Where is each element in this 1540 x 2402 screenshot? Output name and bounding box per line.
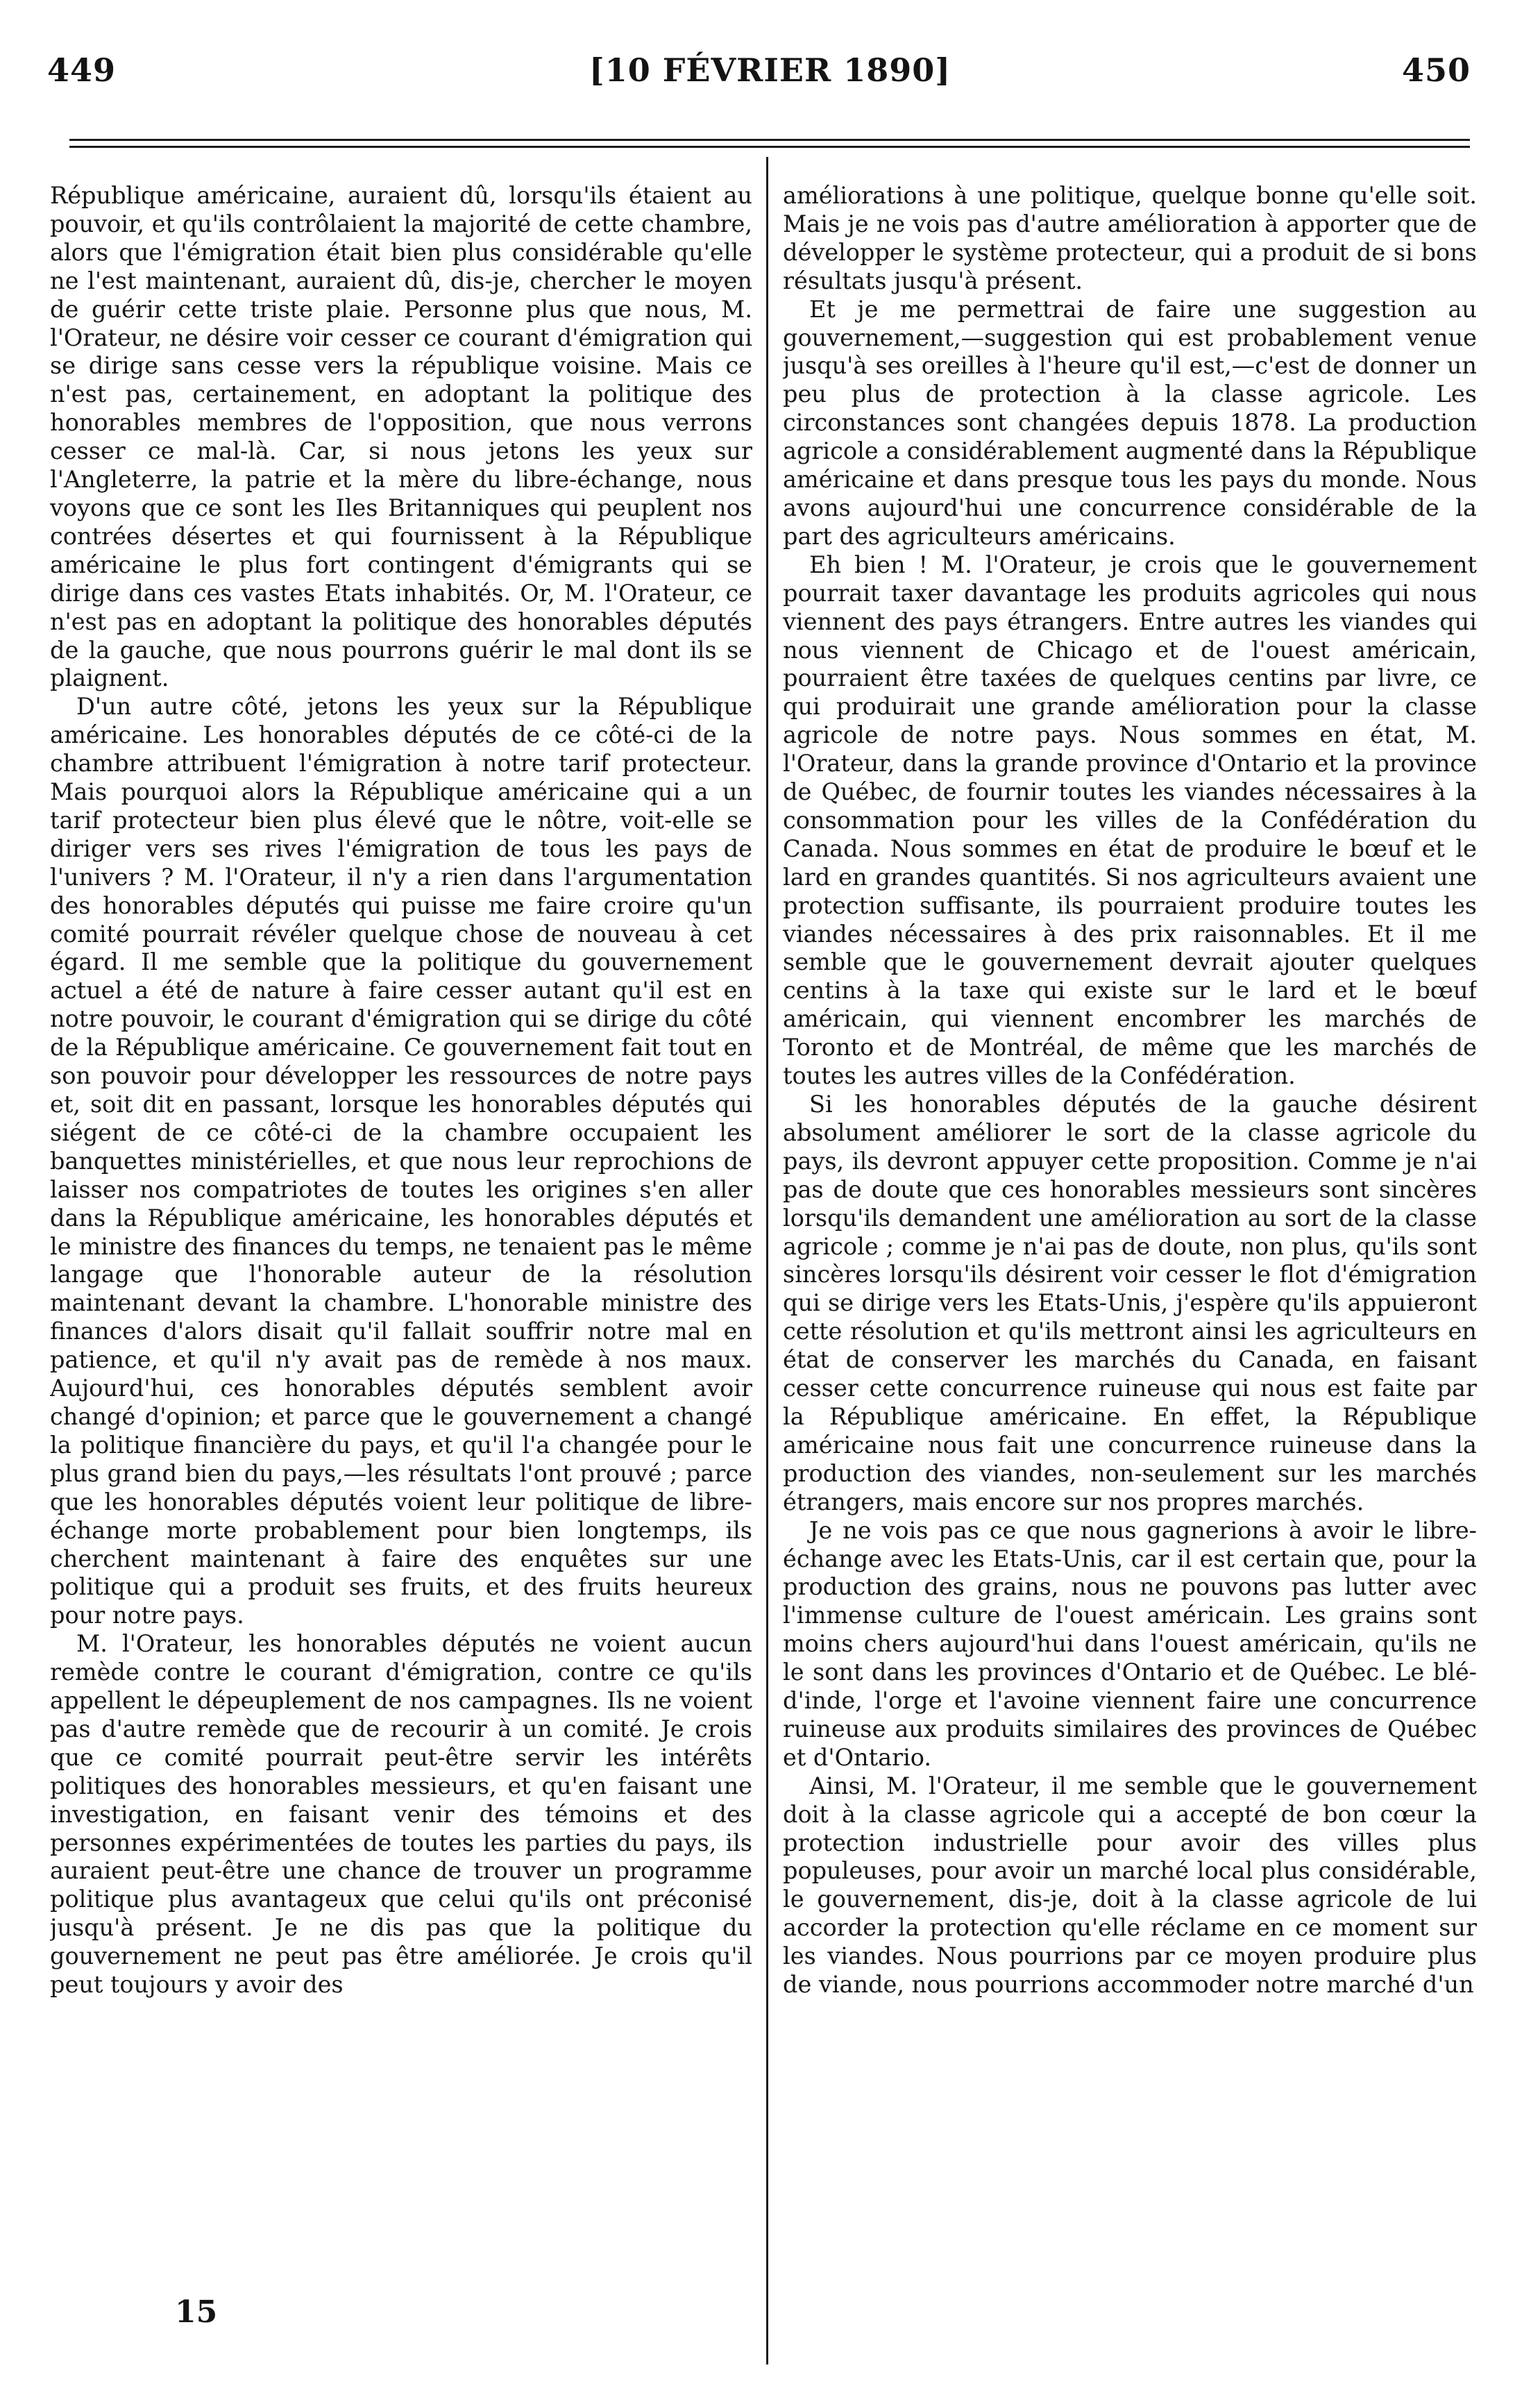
left-paragraph: M. l'Orateur, les honorables députés ne voient aucun remède contre le courant d'émigration, contre ce qu'ils appellent le dépeuplement de nos campagnes. Ils ne voient pas d'autre remède que de recourir à un comité. Je crois que ce comité pourrait peut-être servir les intérêts politiques des honorables messieurs, et qu'en faisant une investigation, en faisant venir des témoins et des personnes expérimentées de toutes les parties du pays, ils auraient peut-être une chance de trouver un programme politique plus avantageux que celui qu'ils ont préconisé jusqu'à présent. Je ne dis pas que la politique du gouvernement ne peut pas être améliorée. Je crois qu'il peut toujours y avoir des xyxy=(50,1630,752,1999)
column-divider xyxy=(766,157,768,2365)
left-column xyxy=(50,182,752,2278)
left-paragraph: République américaine, auraient dû, lorsqu'ils étaient au pouvoir, et qu'ils contrôlaient la majorité de cette chambre, alors que l'émigration était bien plus considérable qu'elle ne l'est maintenant, auraient dû, dis-je, chercher le moyen de guérir cette triste plaie. Personne plus que nous, M. l'Orateur, ne désire voir cesser ce courant d'émigration qui se dirige sans cesse vers la république voisine. Mais ce n'est pas, certainement, en adoptant la politique des honorables membres de l'opposition, que nous verrons cesser ce mal-là. Car, si nous jetons les yeux sur l'Angleterre, la patrie et la mère du libre-échange, nous voyons que ce sont les Iles Britanniques qui peuplent nos contrées désertes et qui fournissent à la République américaine le plus fort contingent d'émigrants qui se dirige dans ces vastes Etats inhabités. Or, M. l'Orateur, ce n'est pas en adoptant la politique des honorables députés de la gauche, que nous pourrons guérir le mal dont ils se plaignent. xyxy=(50,182,752,692)
right-paragraph: Et je me permettrai de faire une suggestion au gouvernement,—suggestion qui est probablement venue jusqu'à ses oreilles à l'heure qu'il est,—c'est de donner un peu plus de protection à la classe agricole. Les circonstances sont changées depuis 1878. La production agricole a considérablement augmenté dans la République américaine et dans presque tous les pays du monde. Nous avons aujourd'hui une concurrence considérable de la part des agriculteurs américains. xyxy=(783,295,1477,550)
date-header: [10 FÉVRIER 1890] xyxy=(589,51,951,89)
right-paragraph: Si les honorables députés de la gauche désirent absolument améliorer le sort de la classe agricole du pays, ils devront appuyer cette proposition. Comme je n'ai pas de doute que ces honorables messieurs sont sincères lorsqu'ils demandent une amélioration au sort de la classe agricole ; comme je n'ai pas de doute, non plus, qu'ils sont sincères lorsqu'ils désirent voir cesser le flot d'émigration qui se dirige vers les Etats-Unis, j'espère qu'ils appuieront cette résolution et qu'ils mettront ainsi les agriculteurs en état de conserver les marchés du Canada, en faisant cesser cette concurrence ruineuse qui nous est faite par la République américaine. En effet, la République américaine nous fait une concurrence ruineuse dans la production des viandes, non-seulement sur les marchés étrangers, mais encore sur nos propres marchés. xyxy=(783,1091,1477,1515)
signature-mark: 15 xyxy=(175,2294,218,2330)
right-paragraph: Eh bien ! M. l'Orateur, je crois que le gouvernement pourrait taxer davantage les produits agricoles qui nous viennent des pays étrangers. Entre autres les viandes qui nous viennent de Chicago et de l'ouest américain, pourraient être taxées de quelques centins par livre, ce qui produirait une grande amélioration pour la classe agricole de notre pays. Nous sommes en état, M. l'Orateur, dans la grande province d'Ontario et la province de Québec, de fournir toutes les viandes nécessaires à la consommation pour les villes de la Confédération du Canada. Nous sommes en état de produire le bœuf et le lard en grandes quantités. Si nos agriculteurs avaient une protection suffisante, ils pourraient produire toutes les viandes nécessaires à des prix raisonnables. Et il me semble que le gouvernement devrait ajouter quelques centins à la taxe qui existe sur le lard et le bœuf américain, qui viennent encombrer les marchés de Toronto et de Montréal, de même que les marchés de toutes les autres villes de la Confédération. xyxy=(783,551,1477,1090)
header-rule-top xyxy=(69,139,1470,141)
right-paragraph: Ainsi, M. l'Orateur, il me semble que le gouvernement doit à la classe agricole qui a accepté de bon cœur la protection industrielle pour avoir des villes plus populeuses, pour avoir un marché local plus considérable, le gouvernement, dis-je, doit à la classe agricole de lui accorder la protection qu'elle réclame en ce moment sur les viandes. Nous pourrions par ce moyen produire plus de viande, nous pourrions accommoder notre marché d'un xyxy=(783,1772,1477,1999)
page-number-right: 450 xyxy=(1401,51,1471,89)
page-number-left: 449 xyxy=(47,51,117,89)
left-paragraph: D'un autre côté, jetons les yeux sur la République américaine. Les honorables députés de ce côté-ci de la chambre attribuent l'émigration à notre tarif protecteur. Mais pourquoi alors la République américaine qui a un tarif protecteur bien plus élevé que le nôtre, voit-elle se diriger vers ses rives l'émigration de tous les pays de l'univers ? M. l'Orateur, il n'y a rien dans l'argumentation des honorables députés qui puisse me faire croire qu'un comité pourrait révéler quelque chose de nouveau à cet égard. Il me semble que la politique du gouvernement actuel a été de nature à faire cesser autant qu'il est en notre pouvoir, le courant d'émigration qui se dirige du côté de la République américaine. Ce gouvernement fait tout en son pouvoir pour développer les ressources de notre pays et, soit dit en passant, lorsque les honorables députés qui siégent de ce côté-ci de la chambre occupaient les banquettes ministérielles, et que nous leur reprochions de laisser nos compatriotes de toutes les origines s'en aller dans la République américaine, les honorables députés et le ministre des finances du temps, ne tenaient pas le même langage que l'honorable auteur de la résolution maintenant devant la chambre. L'honorable ministre des finances d'alors disait qu'il fallait souffrir notre mal en patience, et qu'il n'y avait pas de remède à nos maux. Aujourd'hui, ces honorables députés semblent avoir changé d'opinion; et parce que le gouvernement a changé la politique financière du pays, et qu'il l'a changée pour le plus grand bien du pays,—les résultats l'ont prouvé ; parce que les honorables députés voient leur politique de libre-échange morte probablement pour bien longtemps, ils cherchent maintenant à faire des enquêtes sur une politique qui a produit ses fruits, et des fruits heureux pour notre pays. xyxy=(50,693,752,1629)
header-rule-bottom xyxy=(69,146,1470,148)
right-paragraph: Je ne vois pas ce que nous gagnerions à avoir le libre-échange avec les Etats-Unis, car il est certain que, pour la production des grains, nous ne pouvons pas lutter avec l'immense culture de l'ouest américain. Les grains sont moins chers aujourd'hui dans l'ouest américain, qu'ils ne le sont dans les provinces d'Ontario et de Québec. Le blé-d'inde, l'orge et l'avoine viennent faire une concurrence ruineuse aux produits similaires des provinces de Québec et d'Ontario. xyxy=(783,1516,1477,1771)
right-paragraph: améliorations à une politique, quelque bonne qu'elle soit. Mais je ne vois pas d'autre amélioration à apporter que de développer le système protecteur, qui a produit de si bons résultats jusqu'à présent. xyxy=(783,182,1477,294)
right-column xyxy=(783,182,1477,2278)
